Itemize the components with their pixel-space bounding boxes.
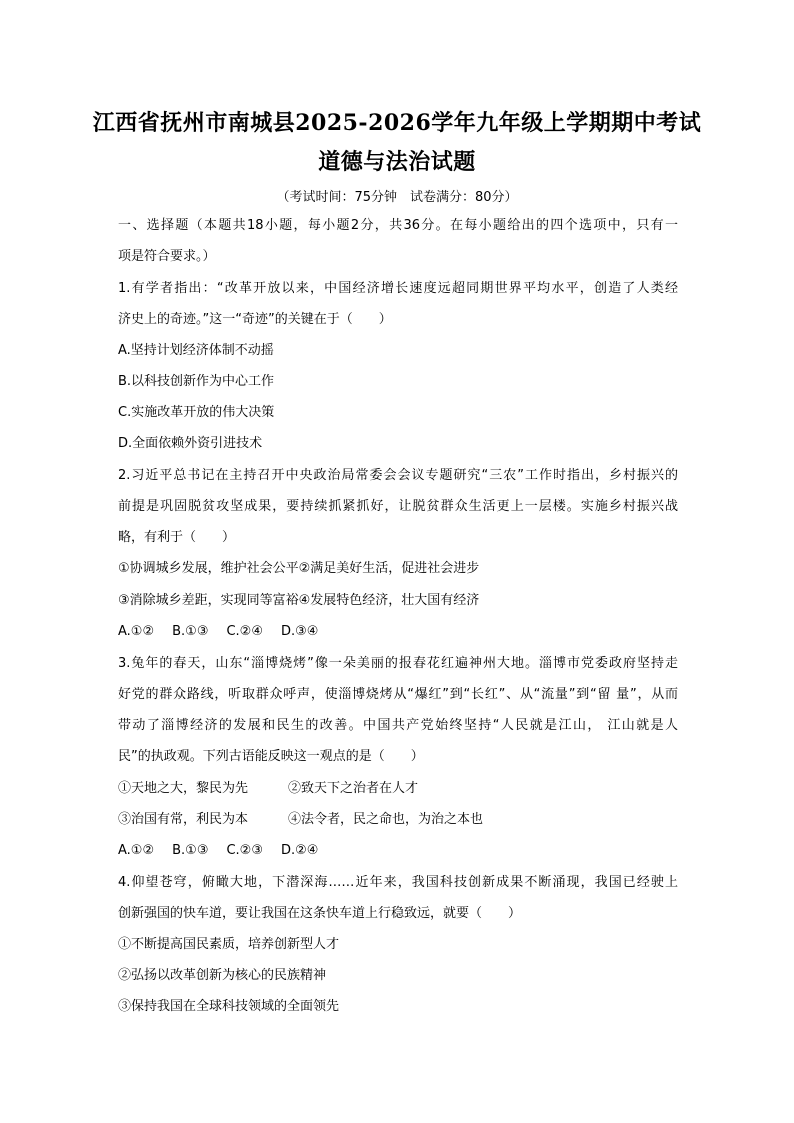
q4-stem: 4.仰望苍穹，俯瞰大地，下潜深海……近年来，我国科技创新成果不断涌现，我国已经驶上 bbox=[118, 875, 678, 890]
q2-items-3-4: ③消除城乡差距，实现同等富裕④发展特色经济，壮大国有经济 bbox=[118, 593, 480, 608]
q2-choice-b: B.①③ bbox=[172, 624, 209, 639]
q3-stem-cont: 好党的群众路线，听取群众呼声，使淄博烧烤从“爆红”到“长红”、从“流量”到“留 量”，从而 bbox=[118, 687, 678, 702]
q3-stem-cont2: 带动了淄博经济的发展和民生的改善。中国共产党始终坚持“人民就是江山， 江山就是人 bbox=[118, 718, 678, 733]
q1-option-a: A.坚持计划经济体制不动摇 bbox=[118, 343, 274, 358]
exam-info: （考试时间：75分钟 试卷满分：80分） bbox=[276, 190, 518, 205]
q2-items-1-2: ①协调城乡发展，维护社会公平②满足美好生活，促进社会进步 bbox=[118, 561, 480, 576]
q3-choice-a: A.①② bbox=[118, 843, 155, 858]
q3-item-1: ①天地之大，黎民为先 bbox=[118, 781, 249, 796]
q3-stem-end: 民”的执政观。下列古语能反映这一观点的是（ ） bbox=[118, 749, 424, 764]
q2-choices bbox=[118, 623, 678, 641]
q3-stem: 3.兔年的春天，山东“淄博烧烤”像一朵美丽的报春花红遍神州大地。淄博市党委政府坚持走 bbox=[118, 656, 678, 671]
q3-item-3: ③治国有常，利民为本 bbox=[118, 812, 249, 827]
q2-choice-a: A.①② bbox=[118, 624, 155, 639]
q1-option-d: D.全面依赖外资引进技术 bbox=[118, 436, 263, 451]
section-heading: 一、选择题（本题共18小题，每小题2分，共36分。在每小题给出的四个选项中，只有一 bbox=[118, 218, 678, 233]
q4-stem-cont: 创新强国的快车道，要让我国在这条快车道上行稳致远，就要（ ） bbox=[118, 906, 522, 921]
q3-choice-d: D.②④ bbox=[281, 843, 319, 858]
q3-choice-b: B.①③ bbox=[172, 843, 209, 858]
q4-item-3: ③保持我国在全球科技领域的全面领先 bbox=[118, 999, 340, 1014]
q2-stem: 2.习近平总书记在主持召开中央政治局常委会会议专题研究“三农”工作时指出，乡村振兴的 bbox=[118, 468, 678, 483]
q3-item-4: ④法令者，民之命也，为治之本也 bbox=[288, 812, 484, 827]
exam-title: 江西省抚州市南城县2025-2026学年九年级上学期期中考试 bbox=[92, 110, 702, 136]
q3-items-row1 bbox=[118, 780, 678, 798]
q2-choice-c: C.②④ bbox=[226, 624, 263, 639]
q1-option-b: B.以科技创新作为中心工作 bbox=[118, 374, 275, 389]
q1-option-c: C.实施改革开放的伟大决策 bbox=[118, 405, 275, 420]
q3-items-row2 bbox=[118, 811, 678, 829]
q2-stem-cont: 前提是巩固脱贫攻坚成果，要持续抓紧抓好，让脱贫群众生活更上一层楼。实施乡村振兴战 bbox=[118, 499, 678, 514]
q4-item-1: ①不断提高国民素质，培养创新型人才 bbox=[118, 937, 340, 952]
q1-stem: 1.有学者指出：“改革开放以来，中国经济增长速度远超同期世界平均水平，创造了人类经 bbox=[118, 281, 678, 296]
q2-stem-end: 略，有利于（ ） bbox=[118, 530, 236, 545]
q2-choice-d: D.③④ bbox=[281, 624, 319, 639]
q3-choice-c: C.②③ bbox=[226, 843, 263, 858]
q4-item-2: ②弘扬以改革创新为核心的民族精神 bbox=[118, 968, 327, 983]
exam-subject-title: 道德与法治试题 bbox=[318, 149, 476, 175]
q3-choices bbox=[118, 842, 678, 860]
section-heading-cont: 项是符合要求。） bbox=[118, 249, 216, 264]
q3-item-2: ②致天下之治者在人才 bbox=[288, 781, 419, 796]
q1-stem-cont: 济史上的奇迹。”这一“奇迹”的关键在于（ ） bbox=[118, 312, 392, 327]
